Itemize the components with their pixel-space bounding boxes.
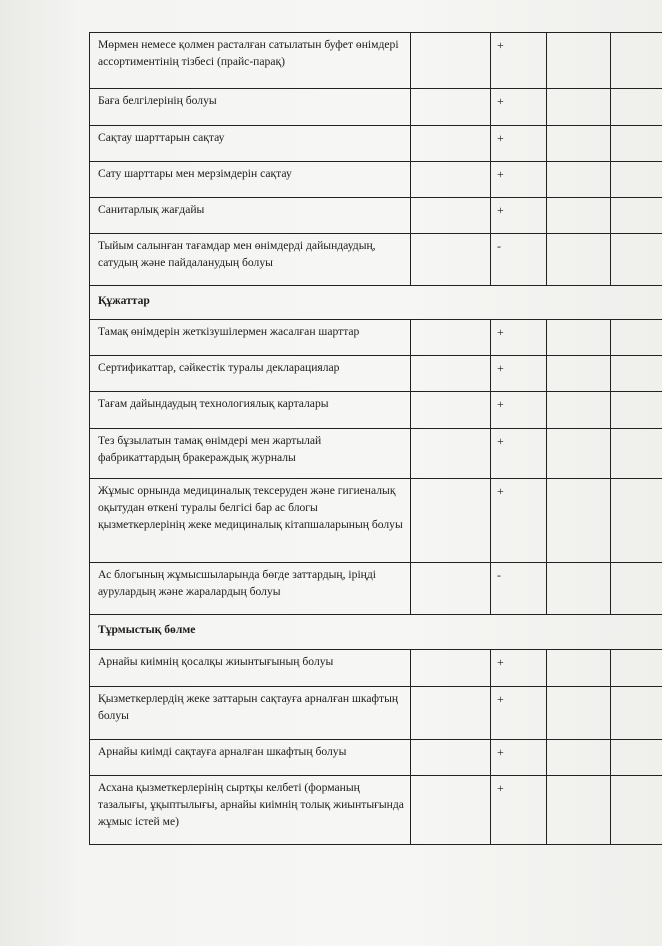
mark-cell: + [491,356,547,392]
mark-cell: + [491,320,547,356]
empty-cell [411,479,491,563]
table-row [90,479,662,563]
mark-cell: + [491,126,547,162]
table-row [90,356,662,392]
criterion-cell: Мөрмен немесе қолмен расталған сатылатын буфет өнімдері ассортиментінің тізбесі (прайс-парақ) [90,33,411,89]
empty-cell [411,687,491,740]
empty-cell [411,429,491,479]
empty-cell [611,89,662,126]
empty-cell [411,563,491,615]
table-row [90,126,662,162]
empty-cell [411,162,491,198]
mark-cell: + [491,740,547,776]
table-row [90,162,662,198]
table-row [90,563,662,615]
mark-cell: - [491,563,547,615]
mark-cell: + [491,650,547,687]
criterion-cell: Жұмыс орнында медициналық тексеруден және гигиеналық оқытудан өткені туралы белгісі бар ас блогы қызметкерлерінің жеке медициналық кітапшаларының болуы [90,479,411,563]
empty-cell [611,479,662,563]
table-row [90,650,662,687]
table-row [90,429,662,479]
mark-cell: + [491,162,547,198]
table-row [90,89,662,126]
empty-cell [411,320,491,356]
empty-cell [547,126,611,162]
table-row [90,33,662,89]
empty-cell [411,740,491,776]
empty-cell [547,162,611,198]
mark-cell: + [491,392,547,429]
empty-cell [547,33,611,89]
mark-cell: + [491,479,547,563]
empty-cell [611,776,662,845]
criterion-cell: Сату шарттары мен мерзімдерін сақтау [90,162,411,198]
empty-cell [547,320,611,356]
mark-cell: - [491,234,547,286]
empty-cell [547,650,611,687]
empty-cell [547,776,611,845]
table-row [90,740,662,776]
table-row [90,687,662,740]
criterion-cell: Сертификаттар, сәйкестік туралы декларациялар [90,356,411,392]
table-row [90,198,662,234]
criterion-cell: Асхана қызметкерлерінің сыртқы келбеті (форманың тазалығы, ұқыптылығы, арнайы киімнің толық жиынтығында жұмыс істей ме) [90,776,411,845]
empty-cell [547,392,611,429]
empty-cell [547,740,611,776]
empty-cell [411,650,491,687]
empty-cell [611,687,662,740]
empty-cell [611,198,662,234]
criterion-cell: Арнайы киімді сақтауға арналған шкафтың болуы [90,740,411,776]
table-row [90,234,662,286]
section-row-documents [90,286,662,320]
table-row [90,776,662,845]
criterion-cell: Баға белгілерінің болуы [90,89,411,126]
empty-cell [547,687,611,740]
criterion-cell: Санитарлық жағдайы [90,198,411,234]
empty-cell [547,563,611,615]
empty-cell [611,162,662,198]
criterion-cell: Арнайы киімнің қосалқы жиынтығының болуы [90,650,411,687]
criterion-cell: Тамақ өнімдерін жеткізушілермен жасалған шарттар [90,320,411,356]
empty-cell [611,392,662,429]
empty-cell [611,356,662,392]
empty-cell [611,650,662,687]
mark-cell: + [491,198,547,234]
empty-cell [411,356,491,392]
empty-cell [547,479,611,563]
empty-cell [547,356,611,392]
table-row [90,320,662,356]
mark-cell: + [491,89,547,126]
section-heading: Тұрмыстық бөлме [90,615,662,650]
criterion-cell: Тез бұзылатын тамақ өнімдері мен жартылай фабрикаттардың бракераждық журналы [90,429,411,479]
criterion-cell: Ас блогының жұмысшыларында бөгде заттардың, іріңді аурулардың және жаралардың болуы [90,563,411,615]
section-row-household [90,615,662,650]
empty-cell [411,89,491,126]
empty-cell [611,320,662,356]
mark-cell: + [491,33,547,89]
empty-cell [611,234,662,286]
criterion-cell: Тағам дайындаудың технологиялық карталары [90,392,411,429]
criterion-cell: Тыйым салынған тағамдар мен өнімдерді дайындаудың, сатудың және пайдаланудың болуы [90,234,411,286]
empty-cell [411,776,491,845]
empty-cell [411,198,491,234]
inspection-checklist-table [89,32,662,845]
criterion-cell: Қызметкерлердің жеке заттарын сақтауға арналған шкафтың болуы [90,687,411,740]
mark-cell: + [491,776,547,845]
empty-cell [611,429,662,479]
empty-cell [547,89,611,126]
empty-cell [411,392,491,429]
empty-cell [547,429,611,479]
empty-cell [611,740,662,776]
criterion-cell: Сақтау шарттарын сақтау [90,126,411,162]
empty-cell [611,563,662,615]
empty-cell [611,33,662,89]
empty-cell [611,126,662,162]
empty-cell [411,126,491,162]
table-row [90,392,662,429]
section-heading: Құжаттар [90,286,662,320]
empty-cell [411,234,491,286]
empty-cell [547,198,611,234]
mark-cell: + [491,687,547,740]
empty-cell [547,234,611,286]
empty-cell [411,33,491,89]
mark-cell: + [491,429,547,479]
